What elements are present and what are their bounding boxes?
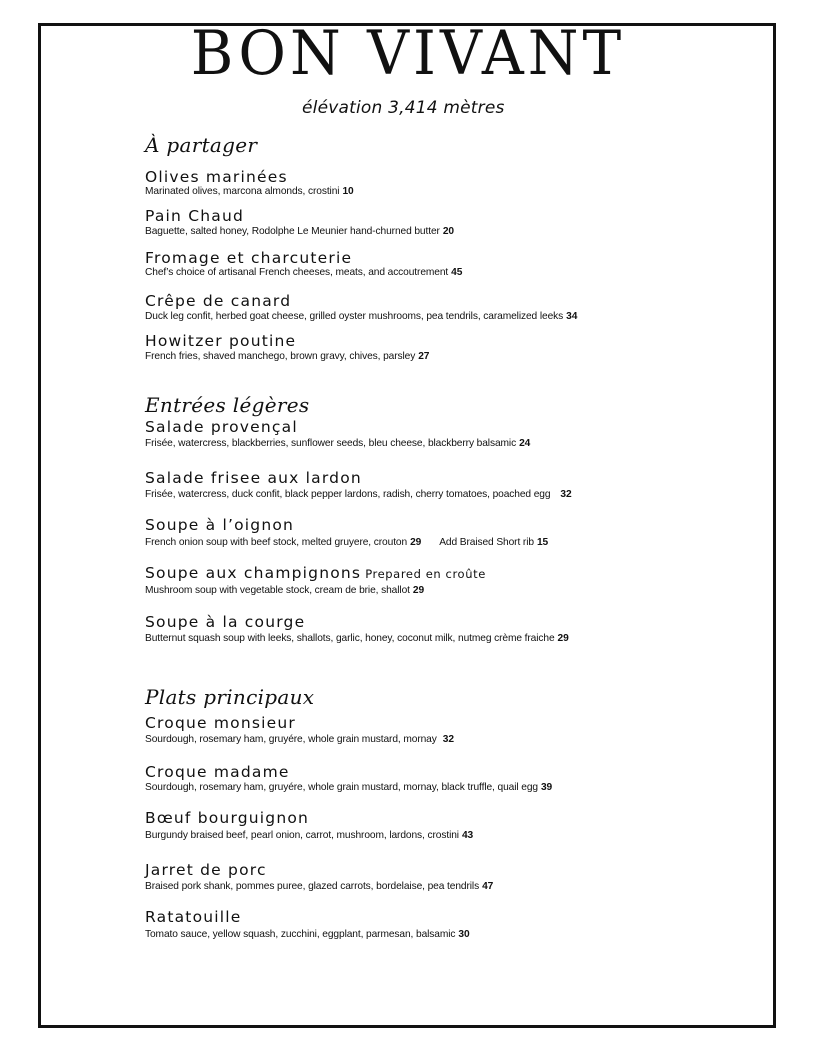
item-description: Marinated olives, marcona almonds, crostini 10 — [145, 186, 354, 197]
item-price: 32 — [560, 489, 572, 500]
item-price: 24 — [519, 438, 531, 449]
item-addon-price: 15 — [536, 537, 549, 548]
item-description: Frisée, watercress, duck confit, black pepper lardons, radish, cherry tomatoes, poached egg 32 — [145, 489, 572, 500]
item-description: Tomato sauce, yellow squash, zucchini, eggplant, parmesan, balsamic 30 — [145, 929, 470, 940]
item-name: Olives marinées — [145, 168, 288, 186]
item-name: Ratatouille — [145, 908, 242, 926]
elevation-subtitle: élévation 3,414 mètres — [302, 98, 505, 118]
item-note: Prepared en croûte — [365, 567, 486, 581]
item-name: Bœuf bourguignon — [145, 809, 310, 827]
item-price: 10 — [342, 186, 354, 197]
section-title-entrees-legeres: Entrées légères — [145, 393, 310, 417]
item-name: Fromage et charcuterie — [145, 249, 353, 267]
item-description: French onion soup with beef stock, melted gruyere, crouton 29 Add Braised Short rib 15 — [145, 537, 549, 548]
item-name: Soupe à la courge — [145, 613, 306, 631]
item-price: 34 — [566, 311, 578, 322]
item-price: 29 — [557, 633, 569, 644]
item-price: 30 — [458, 929, 470, 940]
item-name: Salade frisee aux lardon — [145, 469, 362, 487]
section-title-plats-principaux: Plats principaux — [145, 685, 315, 709]
item-price: 27 — [418, 351, 430, 362]
item-description: Sourdough, rosemary ham, gruyére, whole grain mustard, mornay 32 — [145, 734, 454, 745]
item-description: Mushroom soup with vegetable stock, cream de brie, shallot 29 — [145, 585, 425, 596]
item-price: 39 — [540, 782, 553, 793]
item-name: Howitzer poutine — [145, 332, 297, 350]
item-price: 45 — [451, 267, 463, 278]
item-description: Chef’s choice of artisanal French cheeses, meats, and accoutrement 45 — [145, 267, 463, 278]
item-description: Braised pork shank, pommes puree, glazed carrots, bordelaise, pea tendrils 47 — [145, 881, 494, 892]
item-name: Soupe à l’oignon — [145, 516, 295, 534]
item-name: Jarret de porc — [145, 861, 267, 879]
item-name: Soupe aux champignons Prepared en croûte — [145, 564, 486, 582]
item-description: Baguette, salted honey, Rodolphe Le Meunier hand-churned butter 20 — [145, 226, 454, 237]
item-description: Frisée, watercress, blackberries, sunflower seeds, bleu cheese, blackberry balsamic 24 — [145, 438, 531, 449]
item-price: 43 — [461, 830, 474, 841]
item-description: Sourdough, rosemary ham, gruyére, whole grain mustard, mornay, black truffle, quail egg 39 — [145, 782, 553, 793]
section-title-a-partager: À partager — [145, 133, 258, 157]
item-price: 20 — [442, 226, 454, 237]
restaurant-title: BON VIVANT — [190, 17, 626, 89]
item-price: 47 — [482, 881, 494, 892]
item-price: 32 — [442, 734, 454, 745]
item-description: Duck leg confit, herbed goat cheese, grilled oyster mushrooms, pea tendrils, caramelized leeks 34 — [145, 311, 578, 322]
item-price: 29 — [412, 585, 425, 596]
item-description: Burgundy braised beef, pearl onion, carrot, mushroom, lardons, crostini 43 — [145, 830, 474, 841]
item-addon-label: Add Braised Short rib — [439, 537, 534, 548]
item-description: Butternut squash soup with leeks, shallots, garlic, honey, coconut milk, nutmeg crème fraiche 29 — [145, 633, 569, 644]
item-name: Croque madame — [145, 763, 290, 781]
item-name: Salade provençal — [145, 418, 298, 436]
item-name: Pain Chaud — [145, 207, 245, 225]
item-description: French fries, shaved manchego, brown gravy, chives, parsley 27 — [145, 351, 430, 362]
item-price: 29 — [410, 537, 422, 548]
item-name: Croque monsieur — [145, 714, 296, 732]
item-name: Crêpe de canard — [145, 292, 292, 310]
